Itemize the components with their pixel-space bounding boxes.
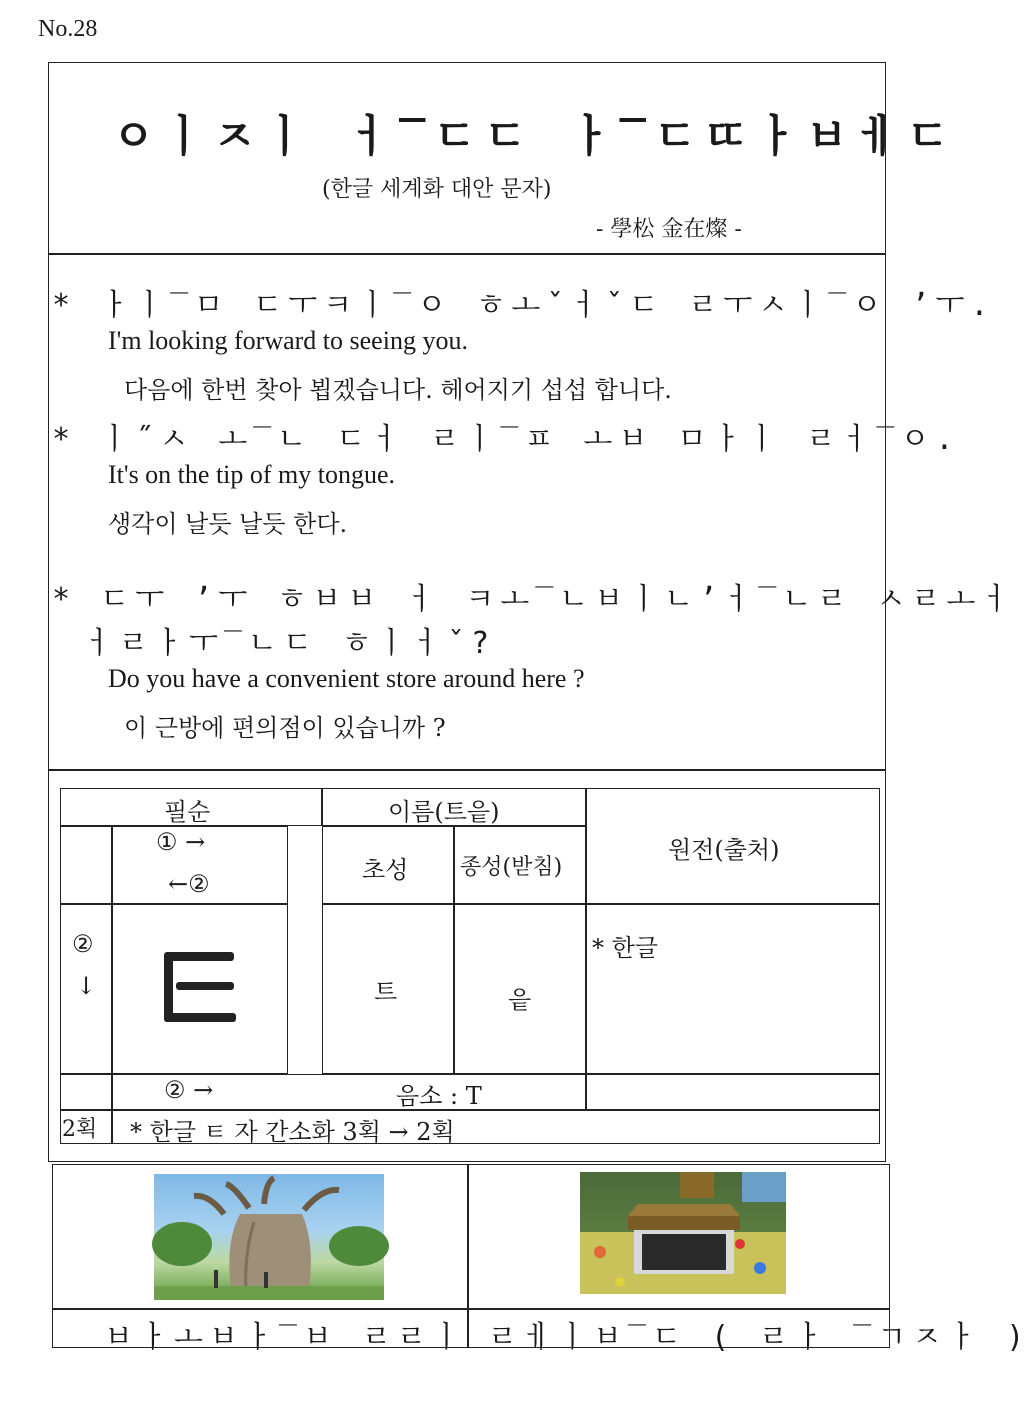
- phrase-2-english: It's on the tip of my tongue.: [108, 460, 396, 489]
- stroke-count: 2획: [62, 1117, 98, 1142]
- doc-author: - 學松 金在燦 -: [596, 217, 742, 242]
- initial-value: 트: [374, 978, 398, 1006]
- bench-caption: ㄹㅔㅣㅂ‾ㄷ ( ㄹㅏ ‾ㄱㅈㅏ ): [488, 1320, 1030, 1355]
- phrase-2-korean: 생각이 날듯 날듯 한다.: [108, 510, 348, 538]
- baobab-tree-photo: [154, 1174, 384, 1300]
- phrase-1-english: I'm looking forward to seeing you.: [108, 326, 468, 355]
- baobab-caption: ㅂㅏㅗㅂㅏ‾ㅂ ㄹㄹㅣ: [104, 1320, 467, 1355]
- stroke-top-1: ① →: [156, 828, 206, 856]
- caption-divider: [52, 1308, 890, 1310]
- stroke-bottom: ② →: [164, 1076, 214, 1104]
- letter-glyph-icon: [164, 952, 236, 1024]
- stroke-bottom-left-cell: [60, 1074, 112, 1110]
- final-value: 읕: [508, 986, 532, 1014]
- stroke-left-1: ②: [72, 930, 94, 958]
- simplification-note: * 한글 ㅌ 자 간소화 3획 → 2획: [130, 1118, 455, 1146]
- phrase-3-code-line2: ㅓㄹㅏㅜ‾ㄴㄷ ㅎㅣㅓˇ?: [84, 626, 496, 661]
- header-final-label: 종성(받침): [460, 855, 563, 880]
- phrase-3-korean: 이 근방에 편의점이 있습니까 ?: [124, 714, 446, 742]
- doc-subtitle: (한글 세계화 대안 문자): [322, 177, 552, 202]
- header-stroke-order-label: 필순: [164, 798, 211, 826]
- header-origin-label: 원전(출처): [668, 836, 780, 864]
- phrase-1-code: * ㅏㅣ‾ㅁ ㄷㅜㅋㅣ‾ㅇ ㅎㅗˇㅓˇㄷ ㄹㅜㅅㅣ‾ㅇ ʼㅜ.: [52, 288, 995, 323]
- origin-value: * 한글: [592, 934, 658, 962]
- bench-photo: [580, 1172, 786, 1294]
- phrase-2-code: * ㅣ˝ㅅ ㅗ‾ㄴ ㄷㅓ ㄹㅣ‾ㅍ ㅗㅂ ㅁㅏㅣ ㄹㅓ‾ㅇ.: [52, 422, 960, 457]
- header-name-label: 이름(트읕): [388, 798, 500, 826]
- header-initial-label: 초성: [362, 856, 409, 884]
- bottom-right-cell: [586, 1074, 880, 1110]
- stroke-left-2: ↓: [76, 972, 97, 1000]
- stroke-empty-cell: [60, 826, 112, 904]
- page-number: No.28: [38, 16, 98, 42]
- phrase-1-korean: 다음에 한번 찾아 뵙겠습니다. 헤어지기 섭섭 합니다.: [124, 376, 672, 404]
- doc-title: ㅇㅣㅈㅣ ㅓ‾ㄷㄷ ㅏ‾ㄷㄸㅏㅂㅔㄷ: [112, 111, 958, 162]
- stroke-top-2: ←②: [168, 870, 210, 898]
- phrase-3-english: Do you have a convenient store around here ?: [108, 664, 585, 693]
- phrase-3-code-line1: * ㄷㅜ ʼㅜ ㅎㅂㅂ ㅓ ㅋㅗ‾ㄴㅂㅣㄴʼㅓ‾ㄴㄹ ㅅㄹㅗㅓ: [52, 582, 1017, 617]
- phoneme: 음소 : T: [396, 1082, 482, 1110]
